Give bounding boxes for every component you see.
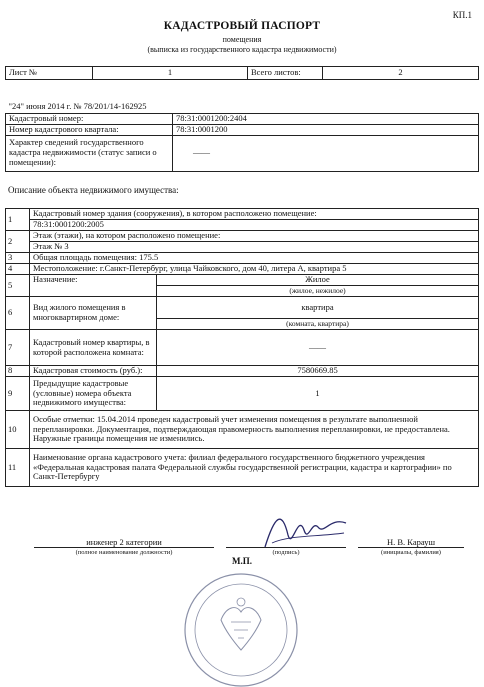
registration-authority: Наименование органа кадастрового учета: филиал федерального государственного бюджетного учреждения «Федеральная кадастровая палата Федеральной службы государственной регистрации, кадастра и картографии» по Санкт-Петербургу	[30, 449, 479, 487]
cadastral-number: 78:31:0001200:2404	[173, 113, 479, 124]
row-number-8: 8	[6, 366, 30, 377]
row-number-6: 6	[6, 297, 30, 330]
cadastral-value: 7580669.85	[157, 366, 479, 377]
signature-hint: (подпись)	[272, 549, 300, 556]
total-sheets: 2	[323, 67, 479, 80]
quarter-number: 78:31:0001200	[173, 124, 479, 135]
document-title: КАДАСТРОВЫЙ ПАСПОРТ	[163, 20, 321, 32]
total-area: Общая площадь помещения: 175.5	[30, 253, 479, 264]
dwelling-type-hint: (комната, квартира)	[157, 319, 479, 330]
special-notes: Особые отметки: 15.04.2014 проведен кадастровый учет изменения помещения в результате выполненной перепланировки. Документация, подтверждающая правомерность выполнения перепланировки, не предоставлена. Наружные границы помещения не изменились.	[30, 411, 479, 449]
floor-label: Этаж (этажи), на котором расположено помещение:	[30, 231, 479, 242]
apartment-number-value: ——	[157, 330, 479, 366]
description-table	[5, 208, 479, 487]
dwelling-type-label: Вид жилого помещения в многоквартирном доме:	[30, 297, 157, 330]
row-number-5: 5	[6, 275, 30, 297]
location: Местоположение: г.Санкт-Петербург, улица Чайковского, дом 40, литера А, квартира 5	[30, 264, 479, 275]
document-subtitle: помещения	[222, 35, 262, 44]
apartment-number-label: Кадастровый номер квартиры, в которой расположена комната:	[30, 330, 157, 366]
dwelling-type-value: квартира	[157, 297, 479, 319]
official-seal	[176, 562, 306, 687]
previous-numbers-value: 1	[157, 377, 479, 411]
sheet-number: 1	[93, 67, 248, 80]
row-number-10: 10	[6, 411, 30, 449]
purpose-label: Назначение:	[30, 275, 157, 297]
cadastral-number-label: Кадастровый номер:	[6, 113, 173, 124]
floor-value: Этаж № 3	[30, 242, 479, 253]
building-number: 78:31:0001200:2005	[30, 220, 479, 231]
form-code: КП.1	[452, 10, 472, 20]
row-number-2: 2	[6, 231, 30, 253]
position: инженер 2 категории	[34, 537, 214, 548]
row-number-7: 7	[6, 330, 30, 366]
row-number-4: 4	[6, 264, 30, 275]
signer-name: Н. В. Карауш	[358, 537, 464, 548]
document-subtitle-2: (выписка из государственного кадастра недвижимости)	[147, 45, 337, 54]
cadastral-value-label: Кадастровая стоимость (руб.):	[30, 366, 157, 377]
sheet-table	[5, 66, 479, 80]
date-line: "24" июня 2014 г. № 78/201/14-162925	[6, 102, 479, 113]
signer-name-hint: (инициалы, фамилия)	[381, 549, 441, 556]
character-value: ——	[173, 135, 479, 171]
row-number-9: 9	[6, 377, 30, 411]
total-sheets-label: Всего листов:	[248, 67, 323, 80]
handwritten-signature	[260, 505, 350, 555]
row-number-3: 3	[6, 253, 30, 264]
sheet-label: Лист №	[6, 67, 93, 80]
stamp-place-label: М.П.	[232, 556, 252, 566]
character-label: Характер сведений государственного кадастра недвижимости (статус записи о помещении):	[6, 135, 173, 171]
building-number-label: Кадастровый номер здания (сооружения), в котором расположено помещение:	[30, 209, 479, 220]
description-heading: Описание объекта недвижимого имущества:	[8, 185, 179, 195]
row-number-1: 1	[6, 209, 30, 231]
info-table	[5, 102, 479, 172]
position-hint: (полное наименование должности)	[75, 549, 173, 556]
quarter-label: Номер кадастрового квартала:	[6, 124, 173, 135]
row-number-11: 11	[6, 449, 30, 487]
purpose-hint: (жилое, нежилое)	[157, 286, 479, 297]
purpose-value: Жилое	[157, 275, 479, 286]
previous-numbers-label: Предыдущие кадастровые (условные) номера объекта недвижимого имущества:	[30, 377, 157, 411]
